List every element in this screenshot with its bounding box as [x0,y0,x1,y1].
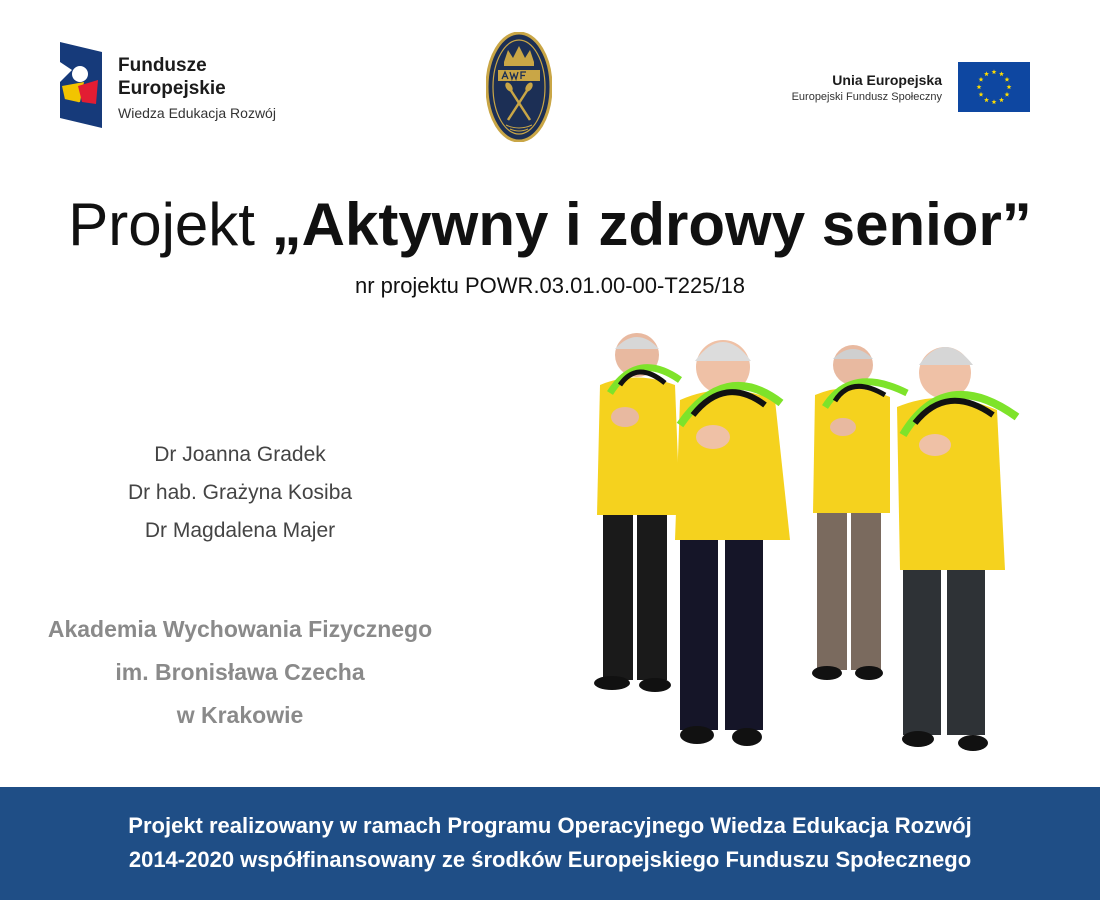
senior-figure [594,333,680,692]
institution-line: w Krakowie [176,702,304,728]
awf-crest-logo [486,32,552,142]
awf-crest-icon [486,32,552,142]
author-item: Dr Joanna Gradek [154,443,326,466]
unia-europejska-logo [790,62,1030,116]
footer-line: 2014-2020 współfinansowany ze środków Europejskiego Funduszu Społecznego [128,847,972,872]
footer-line: Projekt realizowany w ramach Programu Operacyjnego Wiedza Edukacja Rozwój [128,813,972,838]
author-item: Dr hab. Grażyna Kosiba [127,481,353,504]
senior-figure [897,347,1017,751]
eu-logo-line2: Europejski Fundusz Społeczny [791,91,942,103]
fundusze-europejskie-mark-icon [60,42,102,128]
seniors-exercising-photo [585,325,1030,765]
eu-flag-icon [958,62,1030,112]
senior-figure [675,340,790,746]
author-item: Dr Magdalena Majer [144,519,336,542]
fe-logo-line2: Europejskie [118,78,226,99]
authors-list [90,436,390,550]
title-prefix: Projekt [68,191,272,258]
eu-logo-line1: Unia Europejska [832,72,942,88]
fundusze-europejskie-logo [60,42,290,132]
page-title [0,188,1100,262]
institution-line: im. Bronisława Czecha [115,659,365,685]
fe-logo-line1: Fundusze [118,55,207,76]
fe-logo-line3: Wiedza Edukacja Rozwój [118,105,276,121]
title-project-name: „Aktywny i zdrowy senior” [271,191,1032,258]
funding-footer [0,787,1100,900]
project-number: nr projektu POWR.03.01.00-00-T225/18 [354,273,746,298]
institution-name [15,608,465,737]
institution-line: Akademia Wychowania Fizycznego [47,616,433,642]
senior-figure [812,345,907,680]
